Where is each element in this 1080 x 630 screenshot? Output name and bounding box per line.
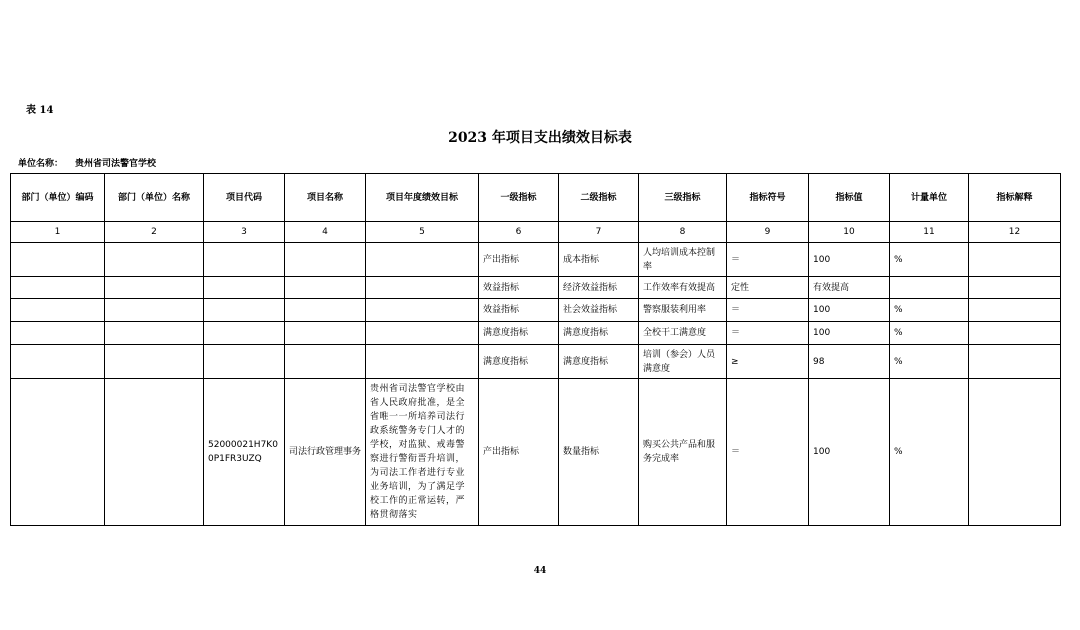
column-number: 10	[809, 222, 890, 243]
column-header: 部门（单位）编码	[11, 174, 105, 222]
level2-cell: 经济效益指标	[559, 277, 639, 299]
value-cell: 100	[809, 379, 890, 526]
annual-goal-cell: 贵州省司法警官学校由省人民政府批准，是全省唯一一所培养司法行政系统警务专门人才的学校，对监狱、戒毒警察进行警衔晋升培训，为司法工作者进行专业业务培训，为了满足学校工作的正常运转，严格贯彻落实	[366, 379, 479, 526]
level2-cell: 满意度指标	[559, 345, 639, 379]
column-number-row	[11, 222, 1061, 243]
column-header: 项目年度绩效目标	[366, 174, 479, 222]
column-header: 指标符号	[727, 174, 809, 222]
unit-cell: %	[890, 299, 969, 322]
column-number: 8	[639, 222, 727, 243]
value-cell: 100	[809, 299, 890, 322]
level2-cell: 成本指标	[559, 243, 639, 277]
project-code-cell: 52000021H7K00P1FR3UZQ	[204, 379, 285, 526]
column-header: 一级指标	[479, 174, 559, 222]
table-row	[11, 243, 1061, 277]
performance-table	[10, 173, 1061, 526]
table-row	[11, 345, 1061, 379]
table-number: 表 14	[26, 105, 54, 116]
level2-cell: 社会效益指标	[559, 299, 639, 322]
project-name-cell: 司法行政管理事务	[285, 379, 366, 526]
page-title: 2023 年项目支出绩效目标表	[448, 130, 632, 146]
unit-cell: %	[890, 345, 969, 379]
unit-cell: %	[890, 322, 969, 345]
symbol-cell: ＝	[727, 322, 809, 345]
page-number: 44	[533, 566, 547, 576]
symbol-cell: ＝	[727, 299, 809, 322]
level1-cell: 效益指标	[479, 277, 559, 299]
column-header: 三级指标	[639, 174, 727, 222]
value-cell: 100	[809, 322, 890, 345]
table-row	[11, 277, 1061, 299]
column-number: 11	[890, 222, 969, 243]
value-cell: 有效提高	[809, 277, 890, 299]
column-header: 计量单位	[890, 174, 969, 222]
level1-cell: 产出指标	[479, 379, 559, 526]
symbol-cell: ≥	[727, 345, 809, 379]
level3-cell: 培训（参会）人员满意度	[639, 345, 727, 379]
level1-cell: 产出指标	[479, 243, 559, 277]
unit-cell	[890, 277, 969, 299]
table-row	[11, 379, 1061, 526]
unit-value: 贵州省司法警官学校	[75, 159, 157, 169]
value-cell: 100	[809, 243, 890, 277]
value-cell: 98	[809, 345, 890, 379]
column-number: 7	[559, 222, 639, 243]
column-number: 1	[11, 222, 105, 243]
level1-cell: 满意度指标	[479, 345, 559, 379]
column-header: 项目代码	[204, 174, 285, 222]
column-number: 3	[204, 222, 285, 243]
unit-line	[18, 156, 156, 169]
column-number: 2	[105, 222, 204, 243]
unit-cell: %	[890, 243, 969, 277]
symbol-cell: ＝	[727, 243, 809, 277]
column-number: 4	[285, 222, 366, 243]
level2-cell: 满意度指标	[559, 322, 639, 345]
column-number: 9	[727, 222, 809, 243]
column-header: 指标值	[809, 174, 890, 222]
level3-cell: 警察服装利用率	[639, 299, 727, 322]
column-header: 二级指标	[559, 174, 639, 222]
unit-cell: %	[890, 379, 969, 526]
table-row	[11, 322, 1061, 345]
column-number: 12	[969, 222, 1061, 243]
symbol-cell: ＝	[727, 379, 809, 526]
level1-cell: 效益指标	[479, 299, 559, 322]
level1-cell: 满意度指标	[479, 322, 559, 345]
level3-cell: 人均培训成本控制率	[639, 243, 727, 277]
unit-label: 单位名称：	[18, 159, 64, 169]
column-header: 部门（单位）名称	[105, 174, 204, 222]
column-header: 指标解释	[969, 174, 1061, 222]
level3-cell: 全校干工满意度	[639, 322, 727, 345]
symbol-cell: 定性	[727, 277, 809, 299]
level2-cell: 数量指标	[559, 379, 639, 526]
table-row	[11, 299, 1061, 322]
column-header: 项目名称	[285, 174, 366, 222]
column-number: 6	[479, 222, 559, 243]
level3-cell: 工作效率有效提高	[639, 277, 727, 299]
header-row	[11, 174, 1061, 222]
level3-cell: 购买公共产品和服务完成率	[639, 379, 727, 526]
column-number: 5	[366, 222, 479, 243]
